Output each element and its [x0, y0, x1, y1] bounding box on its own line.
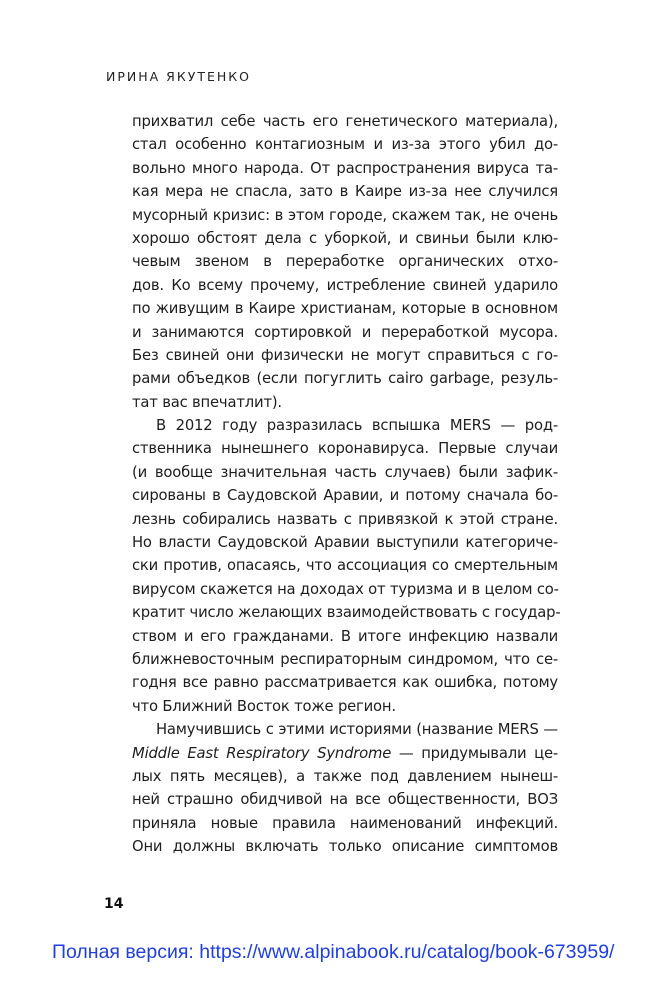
text-line: рами объедков (если погуглить cairo garbage, резуль-	[132, 370, 558, 388]
text-line: приняла новые правила наименований инфекций.	[132, 814, 558, 832]
text-line: мусорный кризис: в этом городе, скажем так, не очень	[132, 206, 558, 224]
text-line: вольно много народа. От распространения вируса та-	[132, 159, 558, 177]
text-line: ней страшно обидчивой на все общественности, ВОЗ	[132, 791, 558, 809]
page-number: 14	[104, 896, 124, 912]
text-line: лезнь собирались назвать с привязкой к этой стране.	[132, 510, 558, 528]
text-line: Намучившись с этими историями (название MERS —	[156, 721, 558, 739]
text-line: вирусом скажется на доходах от туризма и в целом со-	[132, 580, 559, 598]
text-line: сированы в Саудовской Аравии, и потому сначала бо-	[132, 487, 558, 505]
text-line: лых пять месяцев), а также под давлением нынеш-	[132, 767, 558, 785]
text-line: ственника нынешнего коронавируса. Первые случаи	[132, 440, 558, 458]
text-line: Но власти Саудовской Аравии выступили категориче-	[132, 534, 558, 552]
text-line: что Ближний Восток тоже регион.	[132, 697, 396, 715]
text-line: кратит число желающих взаимодействовать с государ-	[132, 604, 561, 622]
text-line: прихватил себе часть его генетического материала),	[132, 113, 558, 130]
text-line: чевым звеном в переработке органических отхо-	[132, 253, 558, 271]
text-line: ски против, опасаясь, что ассоциация со смертельным	[132, 557, 558, 575]
text-line: годня все равно рассматривается как ошибка, потому	[132, 674, 558, 692]
text-line: стал особенно контагиозным и из-за этого убил до-	[132, 136, 558, 154]
text-line: ближневосточным респираторным синдромом, что се-	[132, 650, 558, 668]
text-line: кая мера не спасла, зато в Каире из-за нее случился	[132, 183, 558, 201]
text-line: Они должны включать только описание симптомов	[132, 838, 558, 856]
text-line: по живущим в Каире христианам, которые в основном	[132, 300, 558, 318]
text-line: и занимаются сортировкой и переработкой мусора.	[132, 323, 558, 341]
body-text	[132, 110, 561, 859]
text-line: дов. Ко всему прочему, истребление свиней ударило	[132, 276, 558, 294]
text-line: (и вообще значительная часть случаев) были зафик-	[132, 463, 558, 481]
running-head: ИРИНА ЯКУТЕНКО	[106, 69, 251, 84]
text-line: ством и его гражданами. В итоге инфекцию назвали	[132, 627, 558, 645]
text-line: хорошо обстоят дела с уборкой, и свиньи были клю-	[132, 229, 558, 247]
full-version-link[interactable]: Полная версия: https://www.alpinabook.ru/catalog/book-673959/	[52, 941, 615, 963]
text-line: Middle East Respiratory Syndrome — придумывали це-	[132, 744, 558, 762]
text-line: Без свиней они физически не могут справиться с го-	[132, 346, 558, 364]
text-line: В 2012 году разразилась вспышка MERS — род-	[156, 417, 558, 435]
text-line: тат вас впечатлит).	[132, 393, 282, 411]
